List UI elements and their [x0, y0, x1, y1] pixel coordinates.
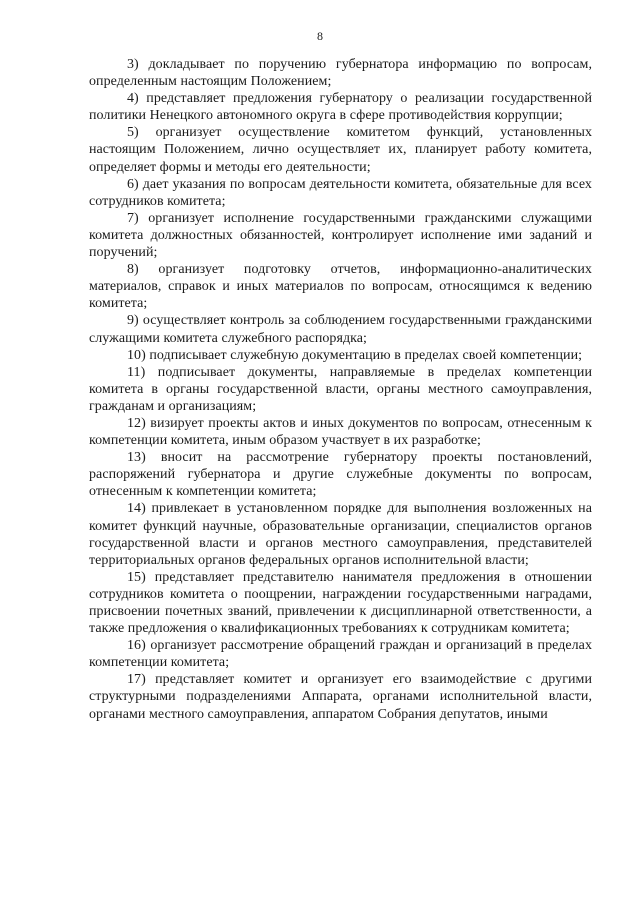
paragraph-14: 14) привлекает в установленном порядке для выполнения возложенных на комитет функций научные, образовательные организации, специалистов органов государственной власти и органов местного самоуправления, представителей территориальных органов федеральных органов исполнительной власти; [89, 501, 592, 568]
paragraph-12: 12) визирует проекты актов и иных документов по вопросам, отнесенным к компетенции комитета, иным образом участвует в их разработке; [89, 415, 592, 449]
paragraph-15: 15) представляет представителю нанимателя предложения в отношении сотрудников комитета о поощрении, награждении государственными наградами, присвоении почетных званий, привлечении к дисциплинарной ответственности, а также предложения о квалификационных требованиях к сотрудникам комитета; [89, 569, 592, 637]
page-number: 8 [317, 29, 323, 43]
paragraph-7: 7) организует исполнение государственными гражданскими служащими комитета должностных обязанностей, контролирует исполнение ими заданий и поручений; [89, 210, 592, 261]
paragraph-16: 16) организует рассмотрение обращений граждан и организаций в пределах компетенции комитета; [89, 638, 592, 671]
paragraph-13: 13) вносит на рассмотрение губернатору проекты постановлений, распоряжений губернатора и другие служебные документы по вопросам, отнесенным к компетенции комитета; [89, 450, 592, 500]
paragraph-9: 9) осуществляет контроль за соблюдением государственными гражданскими служащими комитета служебного распорядка; [89, 313, 592, 346]
paragraph-3: 3) докладывает по поручению губернатора информацию по вопросам, определенным настоящим Положением; [89, 57, 592, 90]
paragraph-17: 17) представляет комитет и организует его взаимодействие с другими структурными подразделениями Аппарата, органами исполнительной власти, органами местного самоуправления, аппаратом Собрания депутатов, иными [89, 672, 592, 722]
paragraph-11: 11) подписывает документы, направляемые в пределах компетенции комитета в органы государственной власти, органы местного самоуправления, гражданам и организациям; [89, 364, 592, 414]
paragraph-6: 6) дает указания по вопросам деятельности комитета, обязательные для всех сотрудников комитета; [89, 176, 592, 209]
paragraph-5: 5) организует осуществление комитетом функций, установленных настоящим Положением, лично осуществляет их, планирует работу комитета, определяет формы и методы его деятельности; [89, 125, 592, 175]
paragraph-10: 10) подписывает служебную документацию в пределах своей компетенции; [127, 347, 583, 363]
paragraph-4: 4) представляет предложения губернатору о реализации государственной политики Ненецкого автономного округа в сфере противодействия коррупции; [89, 91, 592, 124]
paragraph-8: 8) организует подготовку отчетов, информационно-аналитических материалов, справок и иных материалов по вопросам, относящимся к ведению комитета; [89, 262, 592, 312]
document-body [89, 56, 592, 723]
